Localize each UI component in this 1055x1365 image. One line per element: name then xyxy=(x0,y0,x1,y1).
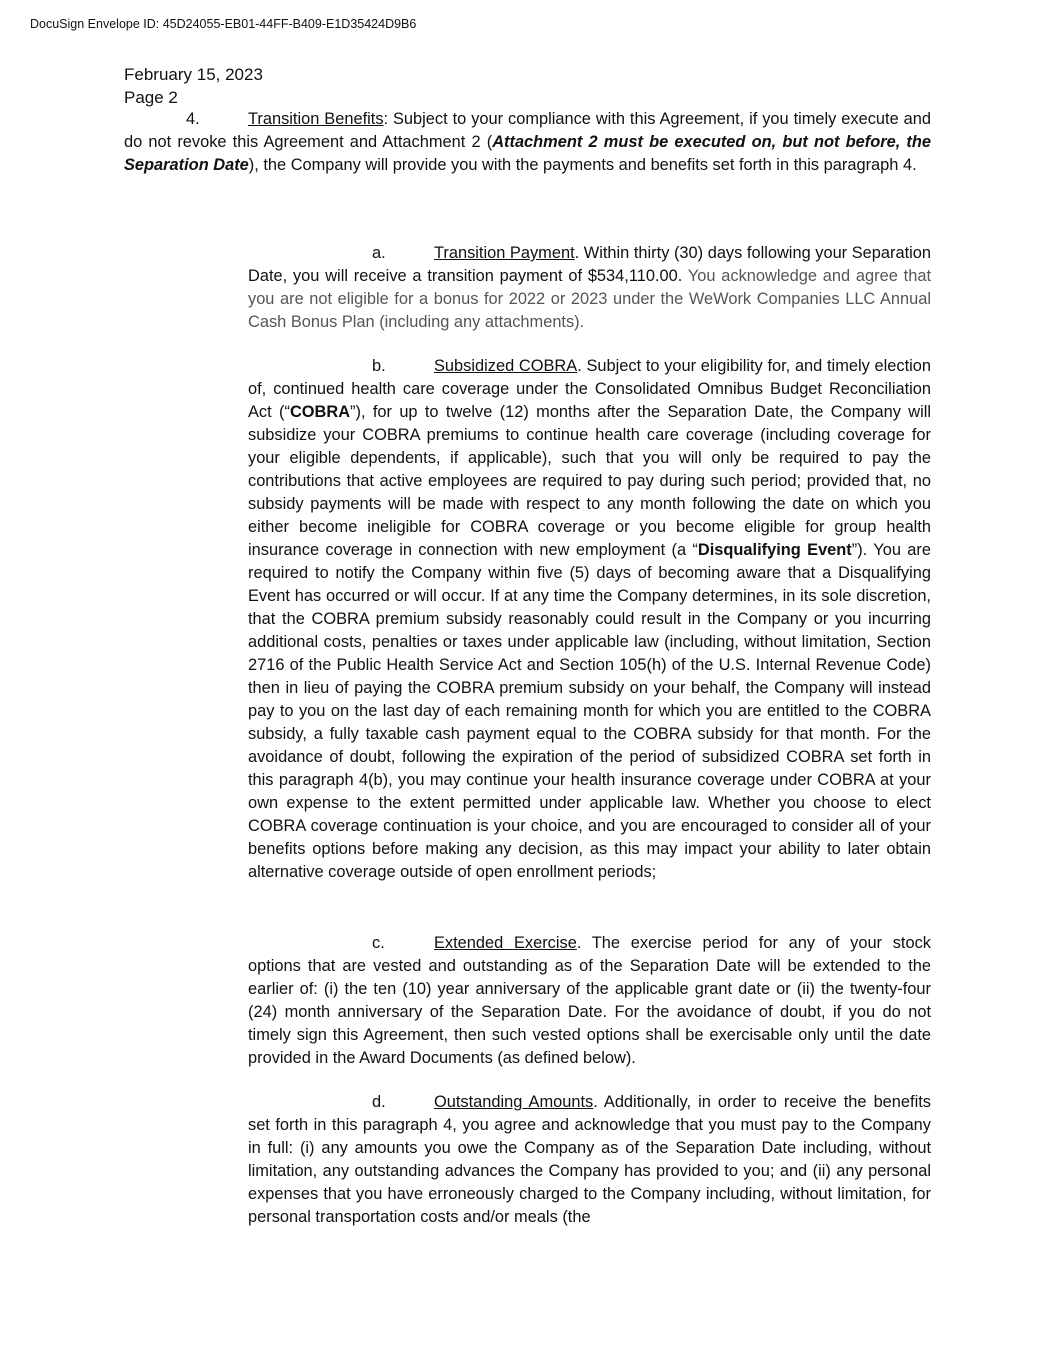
section-4-text-a: : Subject to your compliance with this Agreement, if you timely execute and do not revoke this Agreement and Attachment 2 ( xyxy=(124,110,931,151)
item-d-paragraph xyxy=(248,1091,931,1229)
letter-header xyxy=(124,63,263,109)
section-4-paragraph xyxy=(124,108,931,177)
item-c-title: Extended Exercise xyxy=(434,934,577,952)
page-number: Page 2 xyxy=(124,88,178,107)
item-b-text-1: . Subject to your eligibility for, and timely election of, continued health care coverage under the Consolidated Omnibus Budget Reconciliation Act (“ xyxy=(248,357,931,421)
item-b-letter: b. xyxy=(372,357,386,375)
item-b-term-disqualifying-event: Disqualifying Event xyxy=(697,541,852,559)
section-4-text-b: ), the Company will provide you with the payments and benefits set forth in this paragraph 4. xyxy=(248,156,917,174)
item-c-text: . The exercise period for any of your stock options that are vested and outstanding as of the Separation Date will be extended to the earlier of: (i) the ten (10) year anniversary of the applicable grant date or (ii) the twenty-four (24) month anniversary of the Separation Date. For the avoidance of doubt, if you do not timely sign this Agreement, then such vested options shall be exercisable only until the date provided in the Award Documents (as defined below). xyxy=(248,934,931,1067)
item-a-letter: a. xyxy=(372,244,386,262)
item-b-term-cobra: COBRA xyxy=(289,403,351,421)
item-d-text: . Additionally, in order to receive the benefits set forth in this paragraph 4, you agree and acknowledge that you must pay to the Company in full: (i) any amounts you owe the Company as of the Separation Date including, without limitation, any outstanding advances the Company has provided to you; and (ii) any personal expenses that you have erroneously charged to the Company including, without limitation, for personal transportation costs and/or meals (the xyxy=(248,1093,931,1226)
item-c-letter: c. xyxy=(372,934,385,952)
section-4-title: Transition Benefits xyxy=(248,110,384,128)
item-d-letter: d. xyxy=(372,1093,386,1111)
item-d-title: Outstanding Amounts xyxy=(434,1093,594,1111)
docusign-envelope-id: DocuSign Envelope ID: 45D24055-EB01-44FF-B409-E1D35424D9B6 xyxy=(30,17,417,31)
item-b-title: Subsidized COBRA xyxy=(434,357,578,375)
item-b-text-2: ”), for up to twelve (12) months after the Separation Date, the Company will subsidize your COBRA premiums to continue health care coverage (including coverage for your eligible dependents, if applicable), such that you will only be required to pay the contributions that active employees are required to pay during such period; provided that, no subsidy payments will be made with respect to any month following the date on which you either become ineligible for COBRA coverage or you become eligible for group health insurance coverage in connection with new employment (a “ xyxy=(248,403,931,559)
item-a-paragraph xyxy=(248,242,931,334)
item-b-text-3: ”). You are required to notify the Company within five (5) days of becoming aware that a Disqualifying Event has occurred or will occur. If at any time the Company determines, in its sole discretion, that the COBRA premium subsidy reasonably could result in the Company or you incurring additional costs, penalties or taxes under applicable law (including, without limitation, Section 2716 of the Public Health Service Act and Section 105(h) of the U.S. Internal Revenue Code) then in lieu of paying the COBRA premium subsidy on your behalf, the Company will instead pay to you on the last day of each remaining month for which you are entitled to the COBRA subsidy, a fully taxable cash payment equal to the COBRA subsidy for that month. For the avoidance of doubt, following the expiration of the period of subsidized COBRA set forth in this paragraph 4(b), you may continue your health insurance coverage under COBRA at your own expense to the extent permitted under applicable law. Whether you choose to elect COBRA coverage continuation is your choice, and you are encouraged to consider all of your benefits options before making any decision, as this may impact your ability to later obtain alternative coverage outside of open enrollment periods; xyxy=(248,541,931,881)
item-a-title: Transition Payment xyxy=(434,244,575,262)
letter-date: February 15, 2023 xyxy=(124,65,263,84)
item-b-paragraph xyxy=(248,355,931,884)
section-4-emphasis: Attachment 2 must be executed on, but not before, the Separation Date xyxy=(124,133,932,174)
item-a-text: . Within thirty (30) days following your Separation Date, you will receive a transition payment of $534,110.00. xyxy=(248,244,932,285)
item-c-paragraph xyxy=(248,932,931,1070)
section-4-number: 4. xyxy=(186,110,200,128)
item-a-text-gray: You acknowledge and agree that you are not eligible for a bonus for 2022 or 2023 under the WeWork Companies LLC Annual Cash Bonus Plan (including any attachments). xyxy=(248,267,931,331)
